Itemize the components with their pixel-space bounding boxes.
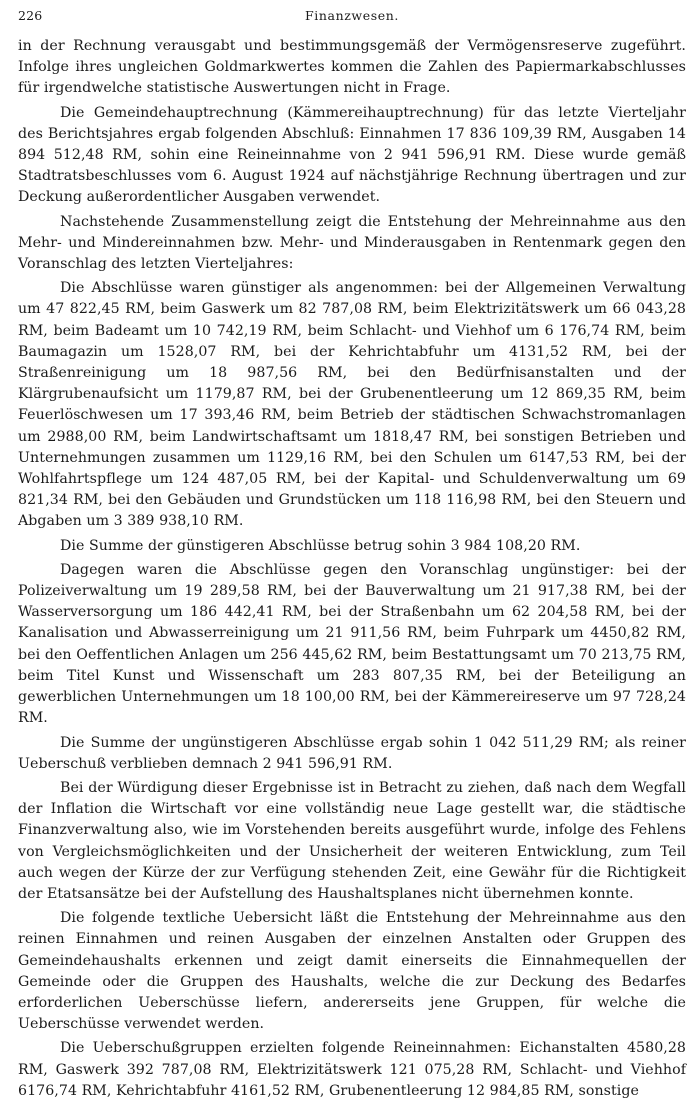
page-number: 226 (18, 8, 43, 23)
paragraph-unguenstige-abschluesse: Dagegen waren die Abschlüsse gegen den Voranschlag ungünstiger: bei der Polizeiverwaltung um 19 289,58 RM, bei der Bauverwaltung um 21 917,38 RM, bei der Wasserversorgung um 186 442,41 RM, bei der Straßenbahn um 62 204,58 RM, bei der Kanalisation und Abwasserreinigung um 21 911,56 RM, beim Fuhrpark um 4450,82 RM, bei den Oeffentlichen Anlagen um 256 445,62 RM, beim Bestattungsamt um 70 213,75 RM, beim Titel Kunst und Wissenschaft um 283 807,35 RM, bei der Beteiligung an gewerblichen Unternehmungen um 18 100,00 RM, bei der Kämmereireserve um 97 728,24 RM. (18, 561, 686, 727)
paragraph-continuation: in der Rechnung verausgabt und bestimmungsgemäß der Vermögensreserve zugeführt. Infolge ihres ungleichen Goldmarkwertes kommen die Zahlen des Papiermarkabschlusses für irgendwelche statistische Auswertungen nicht in Frage. (18, 38, 686, 97)
paragraph-ueberschussgruppen: Die Ueberschußgruppen erzielten folgende Reineinnahmen: Eichanstalten 4580,28 RM, Gaswerk 392 787,08 RM, Elektrizitätswerk 121 075,28 RM, Schlacht- und Viehhof 6176,74 RM, Kehrichtabfuhr 4161,52 RM, Grubenentleerung 12 984,85 RM, sonstige (18, 1040, 686, 1099)
running-title: Finanzwesen. (305, 8, 399, 23)
paragraph-zusammenstellung: Nachstehende Zusammenstellung zeigt die Entstehung der Mehreinnahme aus den Mehr- und Mindereinnahmen bzw. Mehr- und Minderausgaben in Rentenmark gegen den Voranschlag des letzten Vierteljahres: (18, 213, 686, 273)
paragraph-textliche-uebersicht: Die folgende textliche Uebersicht läßt die Entstehung der Mehreinnahme aus den reinen Einnahmen und reinen Ausgaben der einzelnen Anstalten oder Gruppen des Gemeindehaushalts erkennen und zeigt damit einerseits die Einnahmequellen der Gemeinde oder die Gruppen des Haushalts, welche die zur Deckung des Bedarfes erforderlichen Ueberschüsse liefern, andererseits jene Gruppen, für welche die Ueberschüsse verwendet werden. (18, 910, 686, 1033)
paragraph-summe-unguenstig: Die Summe der ungünstigeren Abschlüsse ergab sohin 1 042 511,29 RM; als reiner Ueberschuß verblieben demnach 2 941 596,91 RM. (18, 734, 686, 772)
paragraph-wuerdigung: Bei der Würdigung dieser Ergebnisse ist in Betracht zu ziehen, daß nach dem Wegfall der Inflation die Wirtschaft vor eine vollständig neue Lage gestellt war, die städtische Finanzverwaltung also, wie im Vorstehenden bereits ausgeführt wurde, infolge des Fehlens von Vergleichsmöglichkeiten und der Unsicherheit der weiteren Entwicklung, zum Teil auch wegen der Kürze der zur Verfügung stehenden Zeit, eine Gewähr für die Richtigkeit der Etatsansätze bei der Aufstellung des Haushaltsplanes nicht übernehmen konnte. (18, 779, 686, 902)
page-header (18, 6, 686, 28)
body-text (18, 36, 686, 1105)
paragraph-guenstige-abschluesse: Die Abschlüsse waren günstiger als angenommen: bei der Allgemeinen Verwaltung um 47 822,45 RM, beim Gaswerk um 82 787,08 RM, beim Elektrizitätswerk um 66 043,28 RM, beim Badeamt um 10 742,19 RM, beim Schlacht- und Viehhof um 6 176,74 RM, beim Baumagazin um 1528,07 RM, bei der Kehrichtabfuhr um 4131,52 RM, bei der Straßenreinigung um 18 987,56 RM, bei den Bedürfnisanstalten und der Klärgrubenaufsicht um 1179,87 RM, bei der Grubenentleerung um 12 869,35 RM, beim Feuerlöschwesen um 17 393,46 RM, beim Betrieb der städtischen Schwachstromanlagen um 2988,00 RM, beim Landwirtschaftsamt um 1818,47 RM, bei sonstigen Betrieben und Unternehmungen zusammen um 1129,16 RM, bei den Schulen um 6147,53 RM, bei der Wohlfahrtspflege um 124 487,05 RM, bei der Kapital- und Schuldenverwaltung um 69 821,34 RM, bei den Gebäuden und Grundstücken um 118 116,98 RM, bei den Steuern und Abgaben um 3 389 938,10 RM. (18, 280, 686, 530)
paragraph-summe-guenstig: Die Summe der günstigeren Abschlüsse betrug sohin 3 984 108,20 RM. (60, 537, 581, 554)
paragraph-gemeindehauptrechnung: Die Gemeindehauptrechnung (Kämmereihauptrechnung) für das letzte Vierteljahr des Berichtsjahres ergab folgenden Abschluß: Einnahmen 17 836 109,39 RM, Ausgaben 14 894 512,48 RM, sohin eine Reineinnahme von 2 941 596,91 RM. Diese wurde gemäß Stadtratsbeschlusses vom 6. August 1924 auf nächstjährige Rechnung übertragen und zur Deckung außerordentlicher Ausgaben verwendet. (18, 104, 686, 206)
